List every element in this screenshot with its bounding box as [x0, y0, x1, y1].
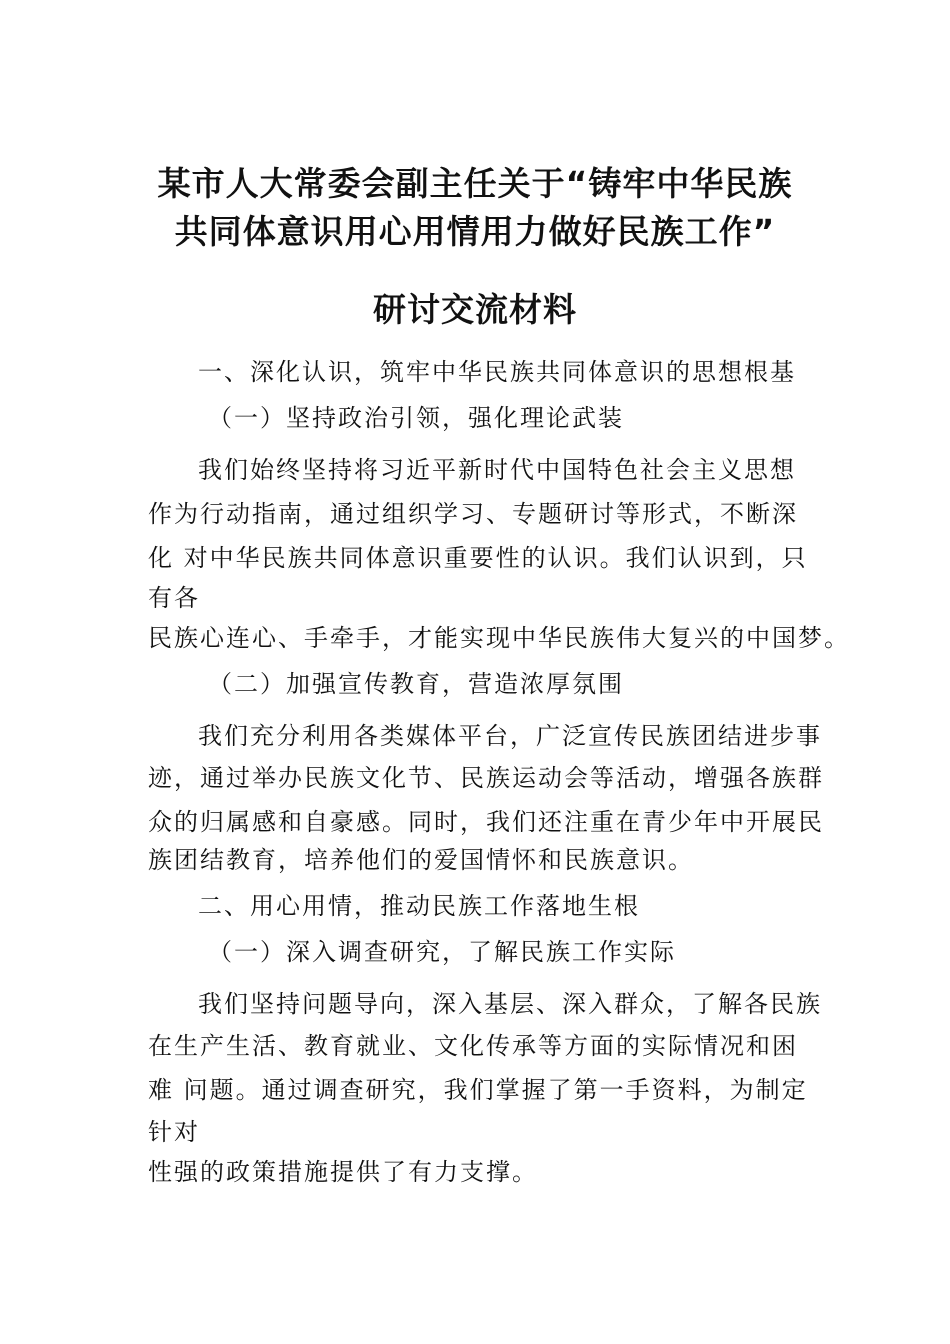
paragraph-line: 迹，通过举办民族文化节、民族运动会等活动，增强各族群 — [148, 764, 824, 792]
paragraph-line: 在生产生活、教育就业、文化传承等方面的实际情况和困 — [148, 1032, 798, 1060]
paragraph-line: 化 对中华民族共同体意识重要性的认识。我们认识到，只 — [148, 544, 808, 572]
paragraph-line: 我们坚持问题导向，深入基层、深入群众，了解各民族 — [198, 990, 822, 1018]
paragraph-line: 作为行动指南，通过组织学习、专题研讨等形式，不断深 — [148, 500, 798, 528]
section-2-heading: 二、用心用情，推动民族工作落地生根 — [198, 892, 640, 920]
paragraph-line: 难 问题。通过调查研究，我们掌握了第一手资料，为制定 — [148, 1076, 808, 1104]
document-title-line-1: 某市人大常委会副主任关于“铸牢中华民族 — [157, 164, 793, 203]
section-1-subheading-2: （二）加强宣传教育，营造浓厚氛围 — [208, 670, 624, 698]
paragraph-line: 民族心连心、手牵手，才能实现中华民族伟大复兴的中国梦。 — [148, 624, 850, 652]
section-2-subheading-1: （一）深入调查研究，了解民族工作实际 — [208, 938, 676, 966]
paragraph-line: 我们始终坚持将习近平新时代中国特色社会主义思想 — [198, 456, 796, 484]
document-title-line-2: 共同体意识用心用情用力做好民族工作” — [174, 212, 776, 251]
section-1-heading: 一、深化认识，筑牢中华民族共同体意识的思想根基 — [198, 358, 796, 386]
document-title-line-3: 研讨交流材料 — [373, 290, 577, 329]
paragraph-line: 众的归属感和自豪感。同时，我们还注重在青少年中开展民 — [148, 808, 824, 836]
paragraph-line: 性强的政策措施提供了有力支撑。 — [148, 1158, 538, 1186]
paragraph-line: 针对 — [148, 1118, 200, 1146]
paragraph-line: 我们充分利用各类媒体平台，广泛宣传民族团结进步事 — [198, 722, 822, 750]
paragraph-line: 有各 — [148, 584, 200, 612]
section-1-subheading-1: （一）坚持政治引领，强化理论武装 — [208, 404, 624, 432]
paragraph-line: 族团结教育，培养他们的爱国情怀和民族意识。 — [148, 846, 694, 874]
